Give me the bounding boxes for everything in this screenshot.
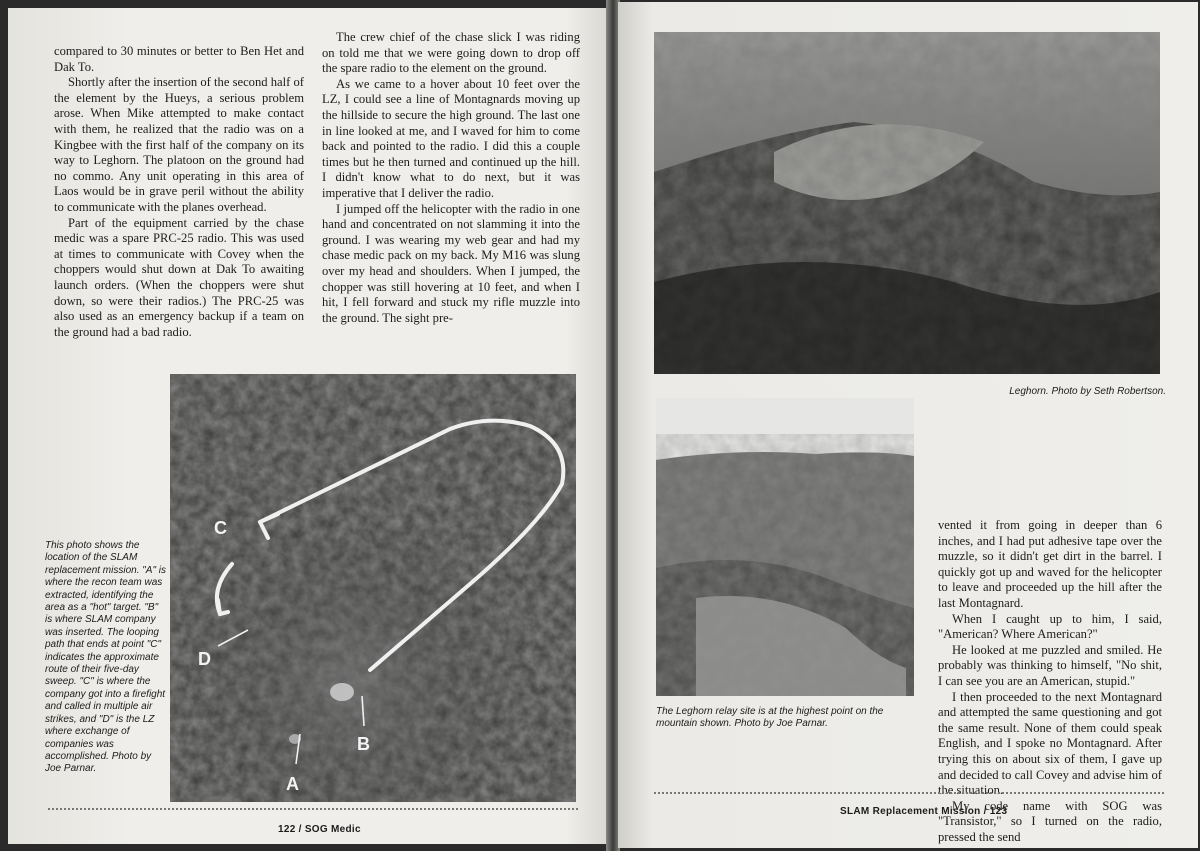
- paragraph: As we came to a hover about 10 feet over the LZ, I could see a line of Montagnards moving up the hillside to secure the high ground. The last one in line looked at me, and I waved for him to come back and pointed to the radio. I did this a couple times but he then turned and continued up the hill. I didn't know what to do next, but it was imperative that I deliver the radio.: [322, 76, 580, 200]
- photo-label-b: B: [357, 734, 370, 754]
- right-page: [618, 2, 1198, 848]
- right-folio: SLAM Replacement Mission / 123: [840, 806, 1008, 817]
- photo-label-d: D: [198, 649, 211, 669]
- paragraph: I then proceeded to the next Montagnard and attempted the same questioning and got the same result. None of them could speak English, and I spoke no Montagnard. After trying this on about six of them, I gave up and decided to call Covey and advise him of the situation.: [938, 689, 1162, 798]
- footer-rule: [48, 808, 578, 810]
- leghorn-aerial-photo: [654, 32, 1160, 374]
- photo-label-a: A: [286, 774, 299, 794]
- paragraph: Part of the equipment carried by the chase medic was a spare PRC-25 radio. This was used at times to communicate with Covey when the choppers would shut down at Dak To awaiting launch orders. (When the choppers were shut down, so were their radios.) The PRC-25 was also used as an emergency backup if a team on the ground had a bad radio.: [54, 215, 304, 339]
- left-text-column-1: [54, 44, 304, 340]
- photo-label-c: C: [214, 518, 227, 538]
- paragraph: Shortly after the insertion of the second half of the element by the Hueys, a serious problem arose. When Mike attempted to make contact with them, he realized that the radio was on a Kingbee with the first half of the company on its way to Leghorn. The platoon on the ground had no commo. Any unit operating in this area of Laos would be in grave peril without the ability to communicate with the planes overhead.: [54, 75, 304, 214]
- paragraph: vented it from going in deeper than 6 inches, and I had put adhesive tape over the muzzle, so it didn't get dirt in the barrel. I quickly got up and waved for the helicopter to leave and proceeded up the hill after the last Montagnard.: [938, 518, 1162, 610]
- mountain-photo-graphic: [654, 32, 1160, 374]
- relay-photo-graphic: [656, 398, 914, 696]
- relay-photo-caption: The Leghorn relay site is at the highest point on the mountain shown. Photo by Joe Parnar.: [656, 706, 884, 730]
- paragraph: When I caught up to him, I said, "American? Where American?": [938, 611, 1162, 642]
- footer-rule: [654, 792, 1164, 794]
- aerial-map-photo: [170, 374, 576, 802]
- paragraph: compared to 30 minutes or better to Ben Het and Dak To.: [54, 44, 304, 74]
- left-folio: 122 / SOG Medic: [278, 824, 361, 835]
- map-photo-caption: This photo shows the location of the SLAM replacement mission. "A" is where the recon team was extracted, identifying the area as a "hot" target. "B" is where SLAM company was inserted. The looping path that ends at point "C" indicates the approximate route of their five-day sweep. "C" is where the company got into a firefight and called in multiple air strikes, and "D" is the LZ where exchange of companies was accomplished. Photo by Joe Parnar.: [45, 540, 167, 775]
- right-text-column: [938, 518, 1162, 845]
- leghorn-photo-caption: Leghorn. Photo by Seth Robertson.: [1009, 386, 1166, 397]
- paragraph: The crew chief of the chase slick I was riding on told me that we were going down to drop off the spare radio to the element on the ground.: [322, 30, 580, 76]
- aerial-photo-graphic: [170, 374, 576, 802]
- left-page: [8, 8, 614, 844]
- paragraph: My code name with SOG was "Transistor," so I turned on the radio, pressed the send: [938, 798, 1162, 844]
- paragraph: He looked at me puzzled and smiled. He probably was thinking to himself, "No shit, I can see you are an American, stupid.": [938, 642, 1162, 688]
- paragraph: I jumped off the helicopter with the radio in one hand and concentrated on not slamming it into the ground. I was wearing my web gear and had my chase medic pack on my back. My M16 was slung over my head and shoulders. When I jumped, the chopper was still hovering at 10 feet, and when I hit, I fell forward and stuck my rifle muzzle into the ground. The sight pre-: [322, 201, 580, 325]
- left-text-column-2: [322, 30, 580, 326]
- relay-site-photo: [656, 398, 914, 696]
